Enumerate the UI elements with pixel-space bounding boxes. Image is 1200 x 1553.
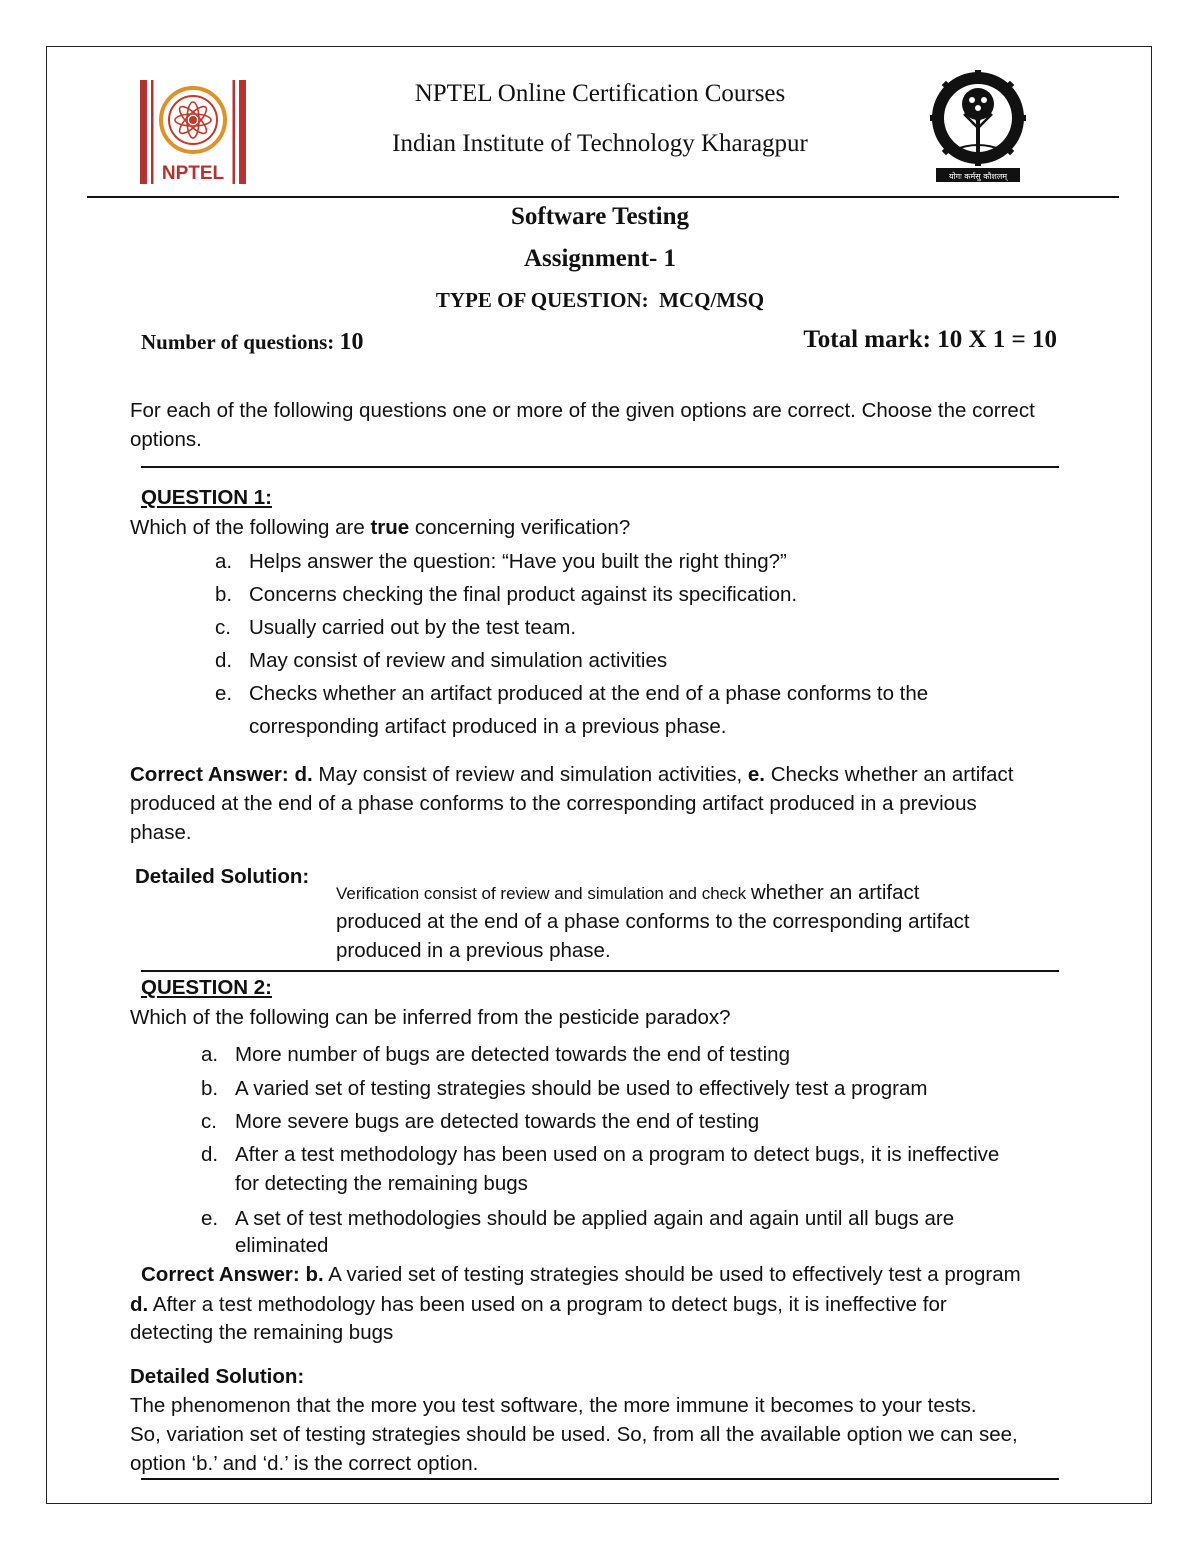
q1-option-d	[215, 646, 667, 676]
instructions: For each of the following questions one or more of the given options are correct. Choose the correct options.	[130, 399, 1035, 451]
option-letter: b.	[201, 1077, 219, 1100]
q2-option-a	[201, 1040, 790, 1070]
q1-solution-line-3: produced in a previous phase.	[336, 939, 611, 962]
iit-motto: योगः कर्मसु कौशलम्	[948, 172, 1008, 181]
option-text: Usually carried out by the test team.	[249, 616, 577, 639]
answer-text: Checks whether an artifact	[765, 763, 1014, 786]
answer-letter: d.	[130, 1293, 149, 1316]
option-letter: a.	[215, 550, 233, 573]
header-line-1: NPTEL Online Certification Courses	[414, 80, 786, 107]
divider-1	[141, 466, 1059, 468]
option-text: More number of bugs are detected towards the end of testing	[235, 1043, 790, 1066]
iit-kharagpur-logo	[926, 70, 1030, 184]
q1-option-a	[215, 547, 787, 577]
q2-option-d-cont: for detecting the remaining bugs	[235, 1172, 528, 1195]
answer-label: Correct Answer:	[130, 763, 289, 786]
q2-heading: QUESTION 2:	[141, 976, 272, 999]
option-text: After a test methodology has been used on a program to detect bugs, it is ineffective	[235, 1143, 1000, 1166]
q2-option-b	[201, 1074, 927, 1104]
num-questions-label: Number of questions:	[141, 330, 335, 354]
q2-text: Which of the following can be inferred from the pesticide paradox?	[130, 1006, 731, 1029]
option-letter: c.	[201, 1110, 217, 1133]
header-line-2: Indian Institute of Technology Kharagpur	[392, 130, 808, 157]
answer-letter: b.	[305, 1263, 324, 1286]
q1-solution-line-1	[336, 878, 919, 908]
option-letter: e.	[215, 682, 233, 705]
answer-text: After a test methodology has been used on a program to detect bugs, it is ineffective for	[148, 1293, 947, 1316]
answer-text: May consist of review and simulation activities,	[312, 763, 748, 786]
q2-option-d	[201, 1140, 1071, 1170]
q1-solution-line-2: produced at the end of a phase conforms to the corresponding artifact	[336, 910, 970, 933]
q1-answer-line-3: phase.	[130, 821, 192, 844]
question-type	[300, 288, 900, 313]
option-letter: d.	[215, 649, 233, 672]
answer-text: A varied set of testing strategies should be used to effectively test a program	[323, 1263, 1021, 1286]
divider-2	[141, 970, 1059, 972]
divider-3	[141, 1478, 1059, 1480]
option-text: More severe bugs are detected towards the end of testing	[235, 1110, 760, 1133]
option-text: A set of test methodologies should be applied again and again until all bugs are	[235, 1207, 955, 1230]
q2-solution-line-1: The phenomenon that the more you test software, the more immune it becomes to your tests.	[130, 1394, 977, 1417]
solution-text: whether an artifact	[750, 881, 920, 904]
q1-option-e-cont: corresponding artifact produced in a previous phase.	[249, 715, 727, 738]
question-type-label: TYPE OF QUESTION:	[435, 288, 649, 312]
option-text: Helps answer the question: “Have you built the right thing?”	[249, 550, 787, 573]
option-letter: c.	[215, 616, 231, 639]
solution-small-text: Verification consist of review and simulation and check	[336, 884, 751, 903]
q2-solution-line-2: So, variation set of testing strategies should be used. So, from all the available option we can see,	[130, 1423, 1018, 1446]
q2-option-e-cont: eliminated	[235, 1234, 329, 1257]
nptel-logo-text: NPTEL	[161, 163, 225, 184]
nptel-logo	[140, 80, 246, 184]
q2-answer-line-2	[130, 1290, 947, 1319]
q1-text-bold: true	[370, 516, 410, 539]
q1-text-post: concerning verification?	[409, 516, 631, 539]
option-letter: d.	[201, 1143, 219, 1166]
option-letter: a.	[201, 1043, 219, 1066]
q1-solution-label: Detailed Solution:	[135, 865, 310, 888]
answer-letter: d.	[294, 763, 313, 786]
total-mark: Total mark: 10 X 1 = 10	[803, 326, 1057, 353]
answer-letter: e.	[747, 763, 765, 786]
q2-solution-line-3: option ‘b.’ and ‘d.’ is the correct option.	[130, 1452, 479, 1475]
q1-answer-line-2: produced at the end of a phase conforms to the corresponding artifact produced in a previous	[130, 792, 977, 815]
q2-option-c	[201, 1107, 759, 1137]
option-text: A varied set of testing strategies should be used to effectively test a program	[235, 1077, 928, 1100]
q1-option-e	[215, 679, 928, 709]
option-text: Concerns checking the final product against its specification.	[249, 583, 798, 606]
q2-option-e	[201, 1204, 1071, 1234]
num-questions-value: 10	[339, 329, 364, 355]
header-divider	[87, 196, 1119, 198]
q2-correct-answer	[141, 1260, 1081, 1289]
option-letter: b.	[215, 583, 233, 606]
q2-solution-label: Detailed Solution:	[130, 1365, 305, 1388]
q1-text	[130, 513, 630, 542]
q1-correct-answer	[130, 760, 1070, 789]
q2-answer-line-3: detecting the remaining bugs	[130, 1321, 394, 1344]
option-letter: e.	[201, 1207, 219, 1230]
question-type-value: MCQ/MSQ	[659, 288, 765, 312]
option-text: Checks whether an artifact produced at the end of a phase conforms to the	[249, 682, 929, 705]
q1-heading: QUESTION 1:	[141, 486, 272, 509]
num-questions	[141, 329, 364, 356]
answer-label: Correct Answer:	[141, 1263, 300, 1286]
q1-option-b	[215, 580, 797, 610]
option-text: May consist of review and simulation activities	[249, 649, 668, 672]
course-title: Software Testing	[510, 203, 690, 230]
q1-option-c	[215, 613, 576, 643]
q1-text-pre: Which of the following are	[130, 516, 371, 539]
assignment-title: Assignment- 1	[523, 245, 677, 272]
